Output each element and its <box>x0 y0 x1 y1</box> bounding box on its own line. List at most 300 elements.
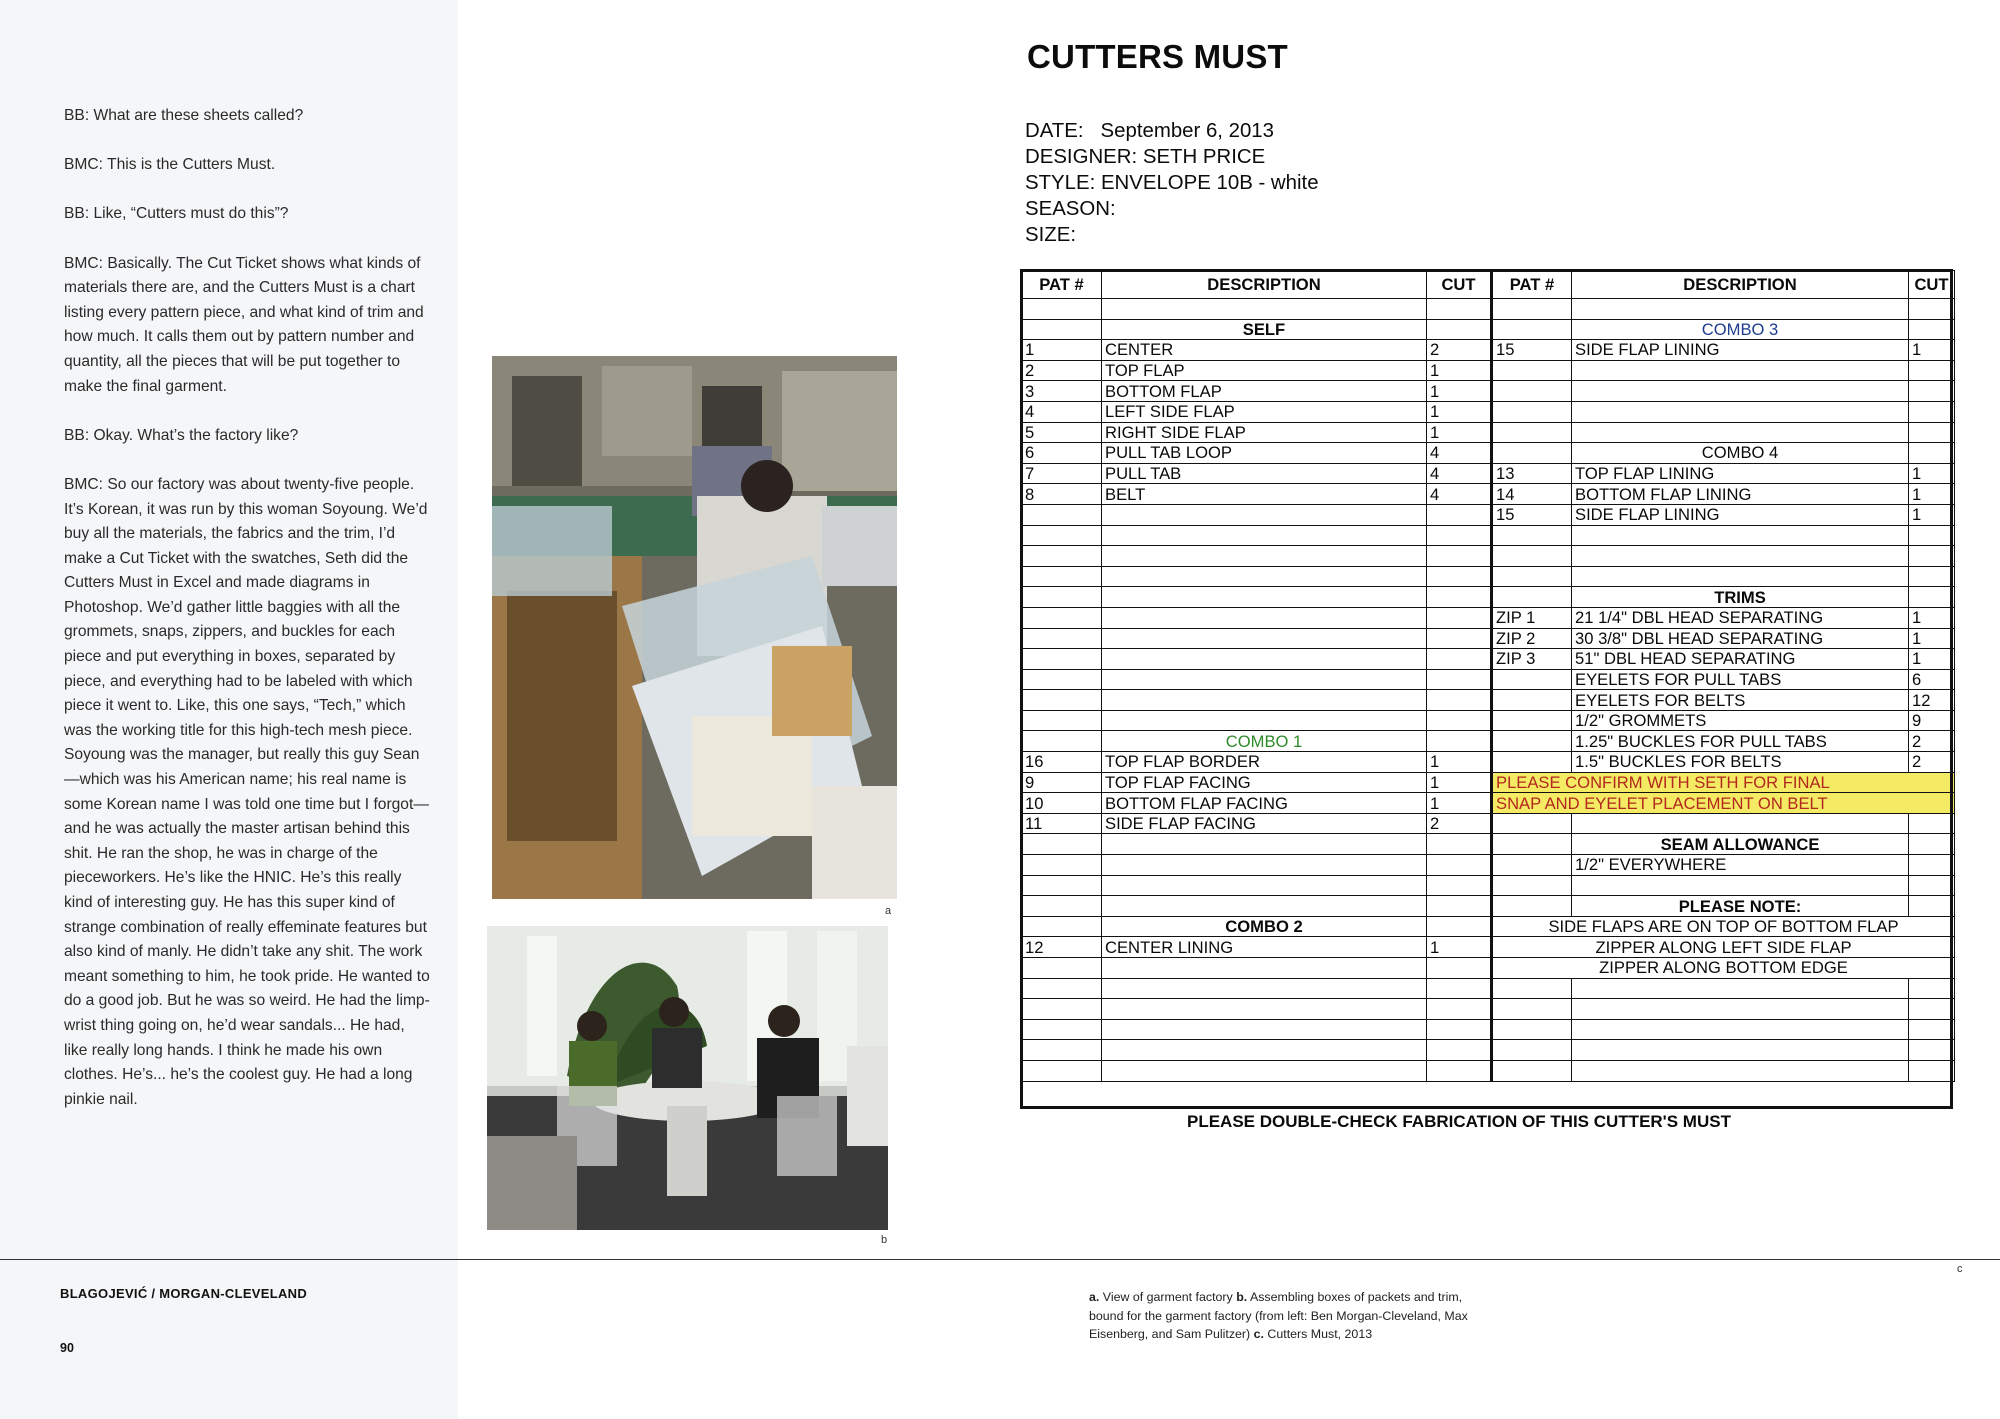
pat-number-left <box>1022 669 1102 690</box>
pat-number-right <box>1492 422 1572 443</box>
description-left: TOP FLAP FACING <box>1102 772 1427 793</box>
note-cell: ZIPPER ALONG LEFT SIDE FLAP <box>1492 937 1955 958</box>
description-left <box>1102 1040 1427 1061</box>
cut-right <box>1909 319 1955 340</box>
cut-left <box>1427 916 1492 937</box>
speaker-label: BB <box>64 107 85 124</box>
pat-number-right <box>1492 813 1572 834</box>
speaker-label: BMC <box>64 254 99 272</box>
speaker-text: Basically. The Cut Ticket shows what kinds of materials there are, and the Cutters Must is a chart listing every pattern piece, and what kind of trim and how much. It calls them out by pattern number and quantity, all the pieces that will be put together to make the final garment. <box>64 254 424 395</box>
description-right: BOTTOM FLAP LINING <box>1572 484 1909 505</box>
cut-left: 4 <box>1427 484 1492 505</box>
header-cut-right: CUT <box>1909 271 1955 299</box>
description-left <box>1102 855 1427 876</box>
cut-right <box>1909 525 1955 546</box>
cut-right <box>1909 999 1955 1020</box>
description-right: COMBO 3 <box>1572 319 1909 340</box>
caption-b-text: Assembling boxes of packets and trim, bound for the garment factory (from left: Ben Morgan-Cleveland, Max Eisenberg, and Sam Pulitzer) <box>1089 1290 1468 1341</box>
description-left <box>1102 525 1427 546</box>
pat-number-left: 10 <box>1022 793 1102 814</box>
document-title: CUTTERS MUST <box>1027 38 1288 75</box>
pat-number-right: 15 <box>1492 340 1572 361</box>
interview-paragraph: BMC: So our factory was about twenty-five people. It’s Korean, it was run by this woman Soyoung. We’d buy all the materials, the fabrics and the trim, I’d make a Cut Ticket with the swatches, Seth did the Cutters Must in Excel and made diagrams in Photoshop. We’d gather little baggies with all the grommets, snaps, zippers, and buckles for each piece and put everything in boxes, separated by piece, and everything had to be labeled with which piece it went to. Like, this one says, “Tech,” which was the working title for this high-tech mesh piece. Soyoung was the manager, but really this guy Sean—which was his American name; his real name is some Korean name I was told one time but I forgot—and he was actually the master artisan behind this shit. He ran the shop, he was in charge of the pieceworkers. He’s like the HNIC. He’s this really kind of interesting guy. He has this super kind of strange combination of really effeminate features but also kind of manly. He didn’t take any shit. The work meant something to him, he took pride. He wanted to do a good job. But he was so weird. He had the limp-wrist thing going on, he’d wear sandals... He had, like really long hands. I think he made his own clothes. He’s... he’s the coolest guy. He had a long pinkie nail. <box>64 475 430 1108</box>
cut-right: 12 <box>1909 690 1955 711</box>
pat-number-left <box>1022 587 1102 608</box>
pat-number-right <box>1492 319 1572 340</box>
table-row <box>1022 525 1955 546</box>
pat-number-left: 9 <box>1022 772 1102 793</box>
cut-left <box>1427 525 1492 546</box>
cut-left: 2 <box>1427 813 1492 834</box>
pat-number-right <box>1492 731 1572 752</box>
page-number: 90 <box>60 1341 74 1355</box>
pat-number-left <box>1022 690 1102 711</box>
description-left <box>1102 710 1427 731</box>
cut-left <box>1427 855 1492 876</box>
description-left <box>1102 607 1427 628</box>
table-row <box>1022 319 1955 340</box>
speaker-label: BB <box>64 205 85 223</box>
description-left: BOTTOM FLAP FACING <box>1102 793 1427 814</box>
description-left <box>1102 299 1427 320</box>
cut-left: 1 <box>1427 752 1492 773</box>
description-right <box>1572 360 1909 381</box>
description-left <box>1102 669 1427 690</box>
cut-right: 2 <box>1909 731 1955 752</box>
description-left <box>1102 587 1427 608</box>
pat-number-left <box>1022 546 1102 567</box>
cut-left: 1 <box>1427 381 1492 402</box>
photo-a-label: a <box>885 905 892 917</box>
photo-b-label: b <box>881 1234 888 1246</box>
table-row <box>1022 1060 1955 1081</box>
cut-right <box>1909 1040 1955 1061</box>
description-left: TOP FLAP <box>1102 360 1427 381</box>
description-right: 1/2" EVERYWHERE <box>1572 855 1909 876</box>
table-row <box>1022 401 1955 422</box>
cut-left <box>1427 628 1492 649</box>
header-cut-left: CUT <box>1427 271 1492 299</box>
cut-right <box>1909 855 1955 876</box>
meta-row <box>1025 222 1319 248</box>
pat-number-left <box>1022 978 1102 999</box>
speaker-text: So our factory was about twenty-five people. It’s Korean, it was run by this woman Soyoung. We’d buy all the materials, the fabrics and the trim, I’d make a Cut Ticket with the swatches, Seth did the Cutters Must in Excel and made diagrams in Photoshop. We’d gather little baggies with all the grommets, snaps, zippers, and buckles for each piece and put everything in boxes, separated by piece, and everything had to be labeled with which piece it went to. Like, this one says, “Tech,” which was the working title for this high-tech mesh piece. Soyoung was the manager, but really this guy Sean—which was his American name; his real name is some Korean name I was told one time but I forgot—and he was actually the master artisan behind this shit. He ran the shop, he was in charge of the pieceworkers. He’s like the HNIC. He’s this really kind of interesting guy. He has this super kind of strange combination of really effeminate features but also kind of manly. He didn’t take any shit. The work meant something to him, he took pride. He wanted to do a good job. But he was so weird. He had the limp-wrist thing going on, he’d wear sandals... He had, like really long hands. I think he made his own clothes. He’s... he’s the coolest guy. He had a long pinkie nail. <box>64 475 430 1108</box>
description-right <box>1572 875 1909 896</box>
cut-right <box>1909 546 1955 567</box>
pat-number-right <box>1492 896 1572 917</box>
pat-number-left <box>1022 504 1102 525</box>
description-right <box>1572 813 1909 834</box>
cut-left <box>1427 978 1492 999</box>
header-description-left: DESCRIPTION <box>1102 271 1427 299</box>
pat-number-left <box>1022 607 1102 628</box>
pat-number-left: 4 <box>1022 401 1102 422</box>
cut-left <box>1427 690 1492 711</box>
pat-number-left <box>1022 710 1102 731</box>
pat-number-left <box>1022 855 1102 876</box>
interview-paragraph: BB: What are these sheets called? <box>64 107 304 124</box>
pat-number-left: 8 <box>1022 484 1102 505</box>
description-right <box>1572 1060 1909 1081</box>
description-left <box>1102 834 1427 855</box>
pat-number-left: 6 <box>1022 443 1102 464</box>
description-left <box>1102 1019 1427 1040</box>
pat-number-right <box>1492 587 1572 608</box>
cut-left <box>1427 896 1492 917</box>
speaker-text: Like, “Cutters must do this”? <box>93 205 289 223</box>
table-row <box>1022 958 1955 979</box>
pat-number-left <box>1022 319 1102 340</box>
table-row <box>1022 690 1955 711</box>
pat-number-left: 2 <box>1022 360 1102 381</box>
pat-number-right <box>1492 875 1572 896</box>
table-row <box>1022 566 1955 587</box>
table-row <box>1022 875 1955 896</box>
cut-right <box>1909 422 1955 443</box>
cut-left: 1 <box>1427 937 1492 958</box>
table-row <box>1022 752 1955 773</box>
cut-right <box>1909 1060 1955 1081</box>
description-right: PLEASE NOTE: <box>1572 896 1909 917</box>
meta-value: September 6, 2013 <box>1100 120 1274 142</box>
description-left: PULL TAB <box>1102 463 1427 484</box>
speaker-text: Okay. What’s the factory like? <box>93 426 299 444</box>
pat-number-right <box>1492 360 1572 381</box>
description-right <box>1572 1019 1909 1040</box>
cut-right <box>1909 299 1955 320</box>
description-left: COMBO 2 <box>1102 916 1427 937</box>
table-row <box>1022 443 1955 464</box>
page-divider-rule <box>0 1259 2000 1260</box>
description-right: 30 3/8" DBL HEAD SEPARATING <box>1572 628 1909 649</box>
interview-paragraph: BB: Like, “Cutters must do this”? <box>64 205 289 223</box>
table-row <box>1022 1040 1955 1061</box>
cut-right <box>1909 896 1955 917</box>
pat-number-right <box>1492 1040 1572 1061</box>
pat-number-right: 13 <box>1492 463 1572 484</box>
cut-right <box>1909 381 1955 402</box>
description-right <box>1572 381 1909 402</box>
pat-number-right <box>1492 1060 1572 1081</box>
pat-number-left <box>1022 875 1102 896</box>
table-row <box>1022 628 1955 649</box>
pat-number-left <box>1022 649 1102 670</box>
meta-row <box>1025 144 1319 170</box>
header-pat-left: PAT # <box>1022 271 1102 299</box>
cut-left <box>1427 319 1492 340</box>
description-left <box>1102 1060 1427 1081</box>
cut-left: 1 <box>1427 422 1492 443</box>
description-left <box>1102 978 1427 999</box>
speaker-label: BMC <box>64 475 99 493</box>
table-row <box>1022 834 1955 855</box>
description-right: 1.5" BUCKLES FOR BELTS <box>1572 752 1909 773</box>
description-right <box>1572 299 1909 320</box>
pat-number-right <box>1492 834 1572 855</box>
table-row <box>1022 813 1955 834</box>
pat-number-left: 12 <box>1022 937 1102 958</box>
pat-number-right <box>1492 546 1572 567</box>
pat-number-right <box>1492 999 1572 1020</box>
cut-left <box>1427 566 1492 587</box>
pat-number-right: ZIP 1 <box>1492 607 1572 628</box>
note-cell: SNAP AND EYELET PLACEMENT ON BELT <box>1492 793 1955 814</box>
cut-right <box>1909 443 1955 464</box>
pat-number-right <box>1492 381 1572 402</box>
pat-number-left <box>1022 896 1102 917</box>
pat-number-right: 15 <box>1492 504 1572 525</box>
caption-a-text: View of garment factory <box>1102 1290 1233 1304</box>
description-left: TOP FLAP BORDER <box>1102 752 1427 773</box>
pat-number-right <box>1492 690 1572 711</box>
table-row <box>1022 793 1955 814</box>
cut-right: 6 <box>1909 669 1955 690</box>
pat-number-right <box>1492 566 1572 587</box>
cut-right: 1 <box>1909 607 1955 628</box>
meta-row <box>1025 118 1319 144</box>
cut-left: 4 <box>1427 443 1492 464</box>
table-row <box>1022 710 1955 731</box>
pat-number-right <box>1492 299 1572 320</box>
meta-label: SEASON: <box>1025 198 1116 220</box>
meta-value: SETH PRICE <box>1142 146 1266 168</box>
description-right: 1.25" BUCKLES FOR PULL TABS <box>1572 731 1909 752</box>
cut-left: 1 <box>1427 360 1492 381</box>
cut-left <box>1427 649 1492 670</box>
description-right <box>1572 546 1909 567</box>
pat-number-left: 11 <box>1022 813 1102 834</box>
header-description-right: DESCRIPTION <box>1572 271 1909 299</box>
description-left <box>1102 875 1427 896</box>
speaker-text: What are these sheets called? <box>93 107 304 124</box>
pat-number-right: 14 <box>1492 484 1572 505</box>
cut-left: 1 <box>1427 793 1492 814</box>
description-right: 51" DBL HEAD SEPARATING <box>1572 649 1909 670</box>
meta-label: SIZE: <box>1025 224 1076 246</box>
description-left <box>1102 628 1427 649</box>
pat-number-left <box>1022 999 1102 1020</box>
description-right: 1/2" GROMMETS <box>1572 710 1909 731</box>
cut-left <box>1427 669 1492 690</box>
cut-right: 1 <box>1909 504 1955 525</box>
cut-right: 1 <box>1909 484 1955 505</box>
pat-number-left <box>1022 1040 1102 1061</box>
note-cell: PLEASE CONFIRM WITH SETH FOR FINAL <box>1492 772 1955 793</box>
table-row <box>1022 649 1955 670</box>
table-row <box>1022 587 1955 608</box>
pat-number-left: 1 <box>1022 340 1102 361</box>
cut-left <box>1427 1040 1492 1061</box>
interview-text <box>64 104 432 1137</box>
pat-number-right <box>1492 710 1572 731</box>
meta-row <box>1025 196 1319 222</box>
cut-left <box>1427 587 1492 608</box>
pat-number-left <box>1022 566 1102 587</box>
pat-number-left: 7 <box>1022 463 1102 484</box>
pat-number-left <box>1022 1019 1102 1040</box>
cut-left: 1 <box>1427 772 1492 793</box>
speaker-label: BMC <box>64 156 99 174</box>
description-left: LEFT SIDE FLAP <box>1102 401 1427 422</box>
cut-right: 1 <box>1909 463 1955 484</box>
description-right: TRIMS <box>1572 587 1909 608</box>
cut-right <box>1909 813 1955 834</box>
table-row <box>1022 855 1955 876</box>
description-right: EYELETS FOR BELTS <box>1572 690 1909 711</box>
table-row <box>1022 731 1955 752</box>
note-cell: ZIPPER ALONG BOTTOM EDGE <box>1492 958 1955 979</box>
cut-right: 2 <box>1909 752 1955 773</box>
interview-paragraph: BMC: This is the Cutters Must. <box>64 156 276 174</box>
cut-right <box>1909 875 1955 896</box>
description-left <box>1102 999 1427 1020</box>
pat-number-left <box>1022 1060 1102 1081</box>
description-left: RIGHT SIDE FLAP <box>1102 422 1427 443</box>
pat-number-left <box>1022 958 1102 979</box>
table-row <box>1022 504 1955 525</box>
table-row <box>1022 607 1955 628</box>
table-row <box>1022 669 1955 690</box>
pat-number-right <box>1492 669 1572 690</box>
cut-left <box>1427 607 1492 628</box>
pat-number-left <box>1022 299 1102 320</box>
pat-number-left <box>1022 916 1102 937</box>
interview-paragraph: BMC: Basically. The Cut Ticket shows what kinds of materials there are, and the Cutters Must is a chart listing every pattern piece, and what kind of trim and how much. It calls them out by pattern number and quantity, all the pieces that will be put together to make the final garment. <box>64 254 424 395</box>
pat-number-left: 16 <box>1022 752 1102 773</box>
speaker-label: BB <box>64 426 85 444</box>
description-left: PULL TAB LOOP <box>1102 443 1427 464</box>
caption-c-label: c. <box>1253 1327 1264 1341</box>
description-left <box>1102 958 1427 979</box>
cut-left <box>1427 731 1492 752</box>
table-row <box>1022 299 1955 320</box>
pat-number-right <box>1492 978 1572 999</box>
description-left <box>1102 546 1427 567</box>
pat-number-right <box>1492 401 1572 422</box>
table-row <box>1022 340 1955 361</box>
cut-left <box>1427 958 1492 979</box>
table-row <box>1022 937 1955 958</box>
table-row <box>1022 999 1955 1020</box>
table-row <box>1022 381 1955 402</box>
cut-right <box>1909 834 1955 855</box>
cut-left <box>1427 710 1492 731</box>
document-meta <box>1025 118 1319 248</box>
pat-number-left: 5 <box>1022 422 1102 443</box>
caption-c-text: Cutters Must, 2013 <box>1267 1327 1373 1341</box>
pat-number-right <box>1492 752 1572 773</box>
description-right <box>1572 525 1909 546</box>
table-row <box>1022 772 1955 793</box>
pat-number-left <box>1022 834 1102 855</box>
caption-b-label: b. <box>1236 1290 1248 1304</box>
table-row <box>1022 896 1955 917</box>
pat-number-right: ZIP 2 <box>1492 628 1572 649</box>
table-row <box>1022 978 1955 999</box>
description-left: CENTER <box>1102 340 1427 361</box>
description-left <box>1102 566 1427 587</box>
table-header-row <box>1022 271 1955 299</box>
pat-number-right <box>1492 1019 1572 1040</box>
table-row <box>1022 916 1955 937</box>
cut-right <box>1909 978 1955 999</box>
table-row <box>1022 1019 1955 1040</box>
cut-left <box>1427 504 1492 525</box>
description-left <box>1102 504 1427 525</box>
footer-author: BLAGOJEVIĆ / MORGAN-CLEVELAND <box>60 1286 308 1301</box>
description-right: SIDE FLAP LINING <box>1572 340 1909 361</box>
cut-left: 2 <box>1427 340 1492 361</box>
photo-assembling-boxes <box>487 926 888 1230</box>
cutters-must-table <box>1021 270 1955 1082</box>
description-right <box>1572 401 1909 422</box>
table-row <box>1022 360 1955 381</box>
description-left <box>1102 896 1427 917</box>
cut-right: 1 <box>1909 340 1955 361</box>
table-row <box>1022 422 1955 443</box>
pat-number-right <box>1492 525 1572 546</box>
description-right: SIDE FLAP LINING <box>1572 504 1909 525</box>
cut-right <box>1909 401 1955 422</box>
cut-right: 9 <box>1909 710 1955 731</box>
cut-right <box>1909 360 1955 381</box>
description-right <box>1572 1040 1909 1061</box>
cut-right <box>1909 587 1955 608</box>
description-left <box>1102 690 1427 711</box>
header-pat-right: PAT # <box>1492 271 1572 299</box>
cut-left <box>1427 834 1492 855</box>
table-row <box>1022 463 1955 484</box>
description-right: COMBO 4 <box>1572 443 1909 464</box>
description-left: BELT <box>1102 484 1427 505</box>
cut-left <box>1427 999 1492 1020</box>
caption-a-label: a. <box>1089 1290 1100 1304</box>
description-left <box>1102 649 1427 670</box>
cut-left <box>1427 1019 1492 1040</box>
cut-left <box>1427 546 1492 567</box>
pat-number-left <box>1022 525 1102 546</box>
cut-left: 1 <box>1427 401 1492 422</box>
table-footer-note: PLEASE DOUBLE-CHECK FABRICATION OF THIS CUTTER'S MUST <box>1187 1112 1731 1131</box>
note-cell: SIDE FLAPS ARE ON TOP OF BOTTOM FLAP <box>1492 916 1955 937</box>
cut-right: 1 <box>1909 649 1955 670</box>
cut-left: 4 <box>1427 463 1492 484</box>
meta-label: DATE: <box>1025 120 1084 142</box>
description-left: BOTTOM FLAP <box>1102 381 1427 402</box>
meta-row <box>1025 170 1319 196</box>
description-right <box>1572 999 1909 1020</box>
meta-value: ENVELOPE 10B - white <box>1100 172 1319 194</box>
cut-left <box>1427 1060 1492 1081</box>
meta-label: STYLE: <box>1025 172 1096 194</box>
table-row <box>1022 484 1955 505</box>
description-right: TOP FLAP LINING <box>1572 463 1909 484</box>
speaker-text: This is the Cutters Must. <box>107 156 276 174</box>
pat-number-right <box>1492 855 1572 876</box>
interview-paragraph: BB: Okay. What’s the factory like? <box>64 426 299 444</box>
pat-number-left <box>1022 628 1102 649</box>
cut-right <box>1909 1019 1955 1040</box>
description-right: 21 1/4" DBL HEAD SEPARATING <box>1572 607 1909 628</box>
description-left: COMBO 1 <box>1102 731 1427 752</box>
description-left: SELF <box>1102 319 1427 340</box>
description-right <box>1572 566 1909 587</box>
cut-right <box>1909 566 1955 587</box>
photo-c-label: c <box>1957 1263 1963 1275</box>
description-left: SIDE FLAP FACING <box>1102 813 1427 834</box>
table-row <box>1022 546 1955 567</box>
pat-number-left: 3 <box>1022 381 1102 402</box>
